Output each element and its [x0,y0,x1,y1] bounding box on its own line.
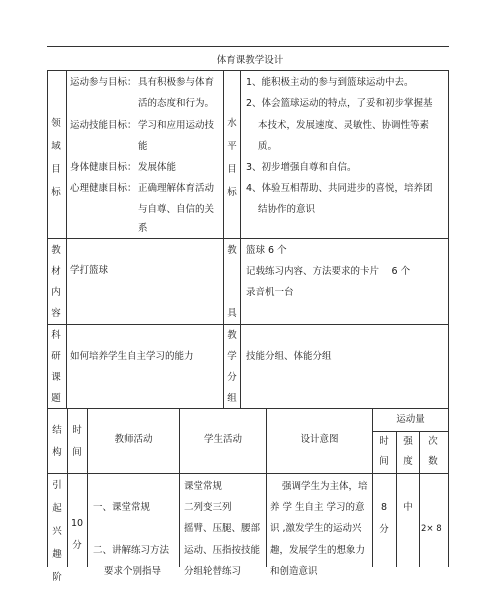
header-intent: 设计意图 [300,434,339,445]
header-load-intensity: 强 度 [403,436,413,467]
row-divider-materials [47,324,449,325]
label-col-divider [66,70,67,408]
col-structure-divider [67,408,68,567]
intro-count: 2× 8 [421,524,442,534]
top-rule [47,46,449,47]
header-load-time: 时 间 [379,436,389,467]
intro-time: 10 分 [70,518,84,551]
header-teacher: 教师活动 [114,434,153,445]
level-objectives-label: 水 平 目 标 [227,118,237,198]
row-divider-objectives [47,238,449,239]
header-time: 时 间 [72,425,82,458]
research-label: 科 研 课 题 [51,330,61,404]
col-load-time-divider [396,431,397,567]
grouping-content: 技能分组、体能分组 [246,351,332,362]
header-structure: 结 构 [52,425,62,458]
header-load: 运动量 [396,414,425,425]
equipment-label-end: 具 [227,308,237,319]
table-top-border [47,70,449,71]
mid-label-right-divider [240,70,241,408]
table-right-border [448,70,449,567]
row-divider-header [47,473,449,474]
research-content: 如何培养学生自主学习的能力 [70,351,194,362]
objectives-label: 领 域 目 标 [51,118,61,198]
header-student: 学生活动 [203,434,242,445]
intro-intensity: 中 [403,502,413,513]
materials-content: 学打篮球 [70,265,109,276]
materials-label: 教 材 内 容 [51,245,61,319]
intro-load-time: 8 分 [379,502,389,535]
page-title: 体育课教学设计 [216,55,284,66]
equipment-label: 教 [227,245,237,256]
header-load-count: 次 数 [428,436,438,467]
intro-structure: 引 起 兴 趣 阶 [52,480,62,583]
grouping-label: 教 学 分 组 [227,330,237,404]
col-load-intensity-divider [419,431,420,567]
col-intent-divider [372,408,373,567]
